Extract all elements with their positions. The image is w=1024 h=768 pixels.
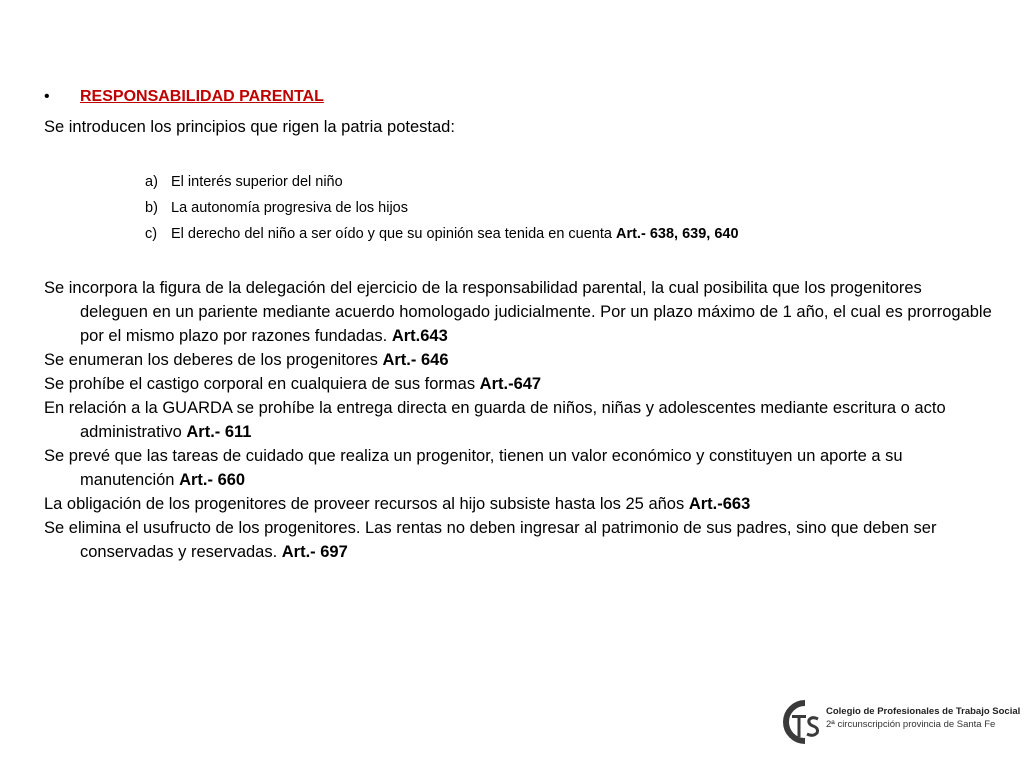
body-paragraphs — [44, 276, 994, 564]
logo-text — [826, 705, 1020, 731]
principle-item — [145, 198, 965, 224]
paragraph-text: En relación a la GUARDA se prohíbe la entrega directa en guarda de niños, niñas y adolescentes mediante escritura o acto administrativo — [44, 399, 946, 441]
article-ref: Art.- 638, 639, 640 — [615, 226, 739, 242]
article-ref: Art.- 611 — [186, 423, 252, 441]
paragraph-text: Se enumeran los deberes de los progenitores — [44, 351, 383, 369]
article-ref: Art.-647 — [479, 375, 542, 393]
principle-item — [145, 224, 965, 250]
section-title: RESPONSABILIDAD PARENTAL — [80, 88, 324, 105]
list-marker: b) — [145, 200, 158, 216]
bullet: • — [44, 88, 50, 105]
intro-text: Se introducen los principios que rigen la patria potestad: — [44, 118, 455, 136]
paragraph — [44, 372, 994, 396]
paragraph — [44, 444, 994, 492]
principle-item — [145, 172, 965, 198]
paragraph-text: Se prevé que las tareas de cuidado que realiza un progenitor, tienen un valor económico y constituyen un aporte a su manutención — [44, 447, 903, 489]
article-ref: Art.- 697 — [281, 543, 348, 561]
logo-line-1: Colegio de Profesionales de Trabajo Social — [826, 706, 1021, 717]
paragraph — [44, 516, 994, 564]
list-marker: a) — [145, 174, 158, 190]
article-ref: Art.- 646 — [382, 351, 449, 369]
principle-text: La autonomía progresiva de los hijos — [171, 200, 408, 216]
paragraph-text: Se elimina el usufructo de los progenitores. Las rentas no deben ingresar al patrimonio de sus padres, sino que deben ser conservadas y reservadas. — [44, 519, 937, 561]
principle-text: El derecho del niño a ser oído y que su opinión sea tenida en cuenta — [171, 226, 616, 242]
college-logo — [778, 697, 1023, 747]
article-ref: Art.- 660 — [179, 471, 246, 489]
paragraph — [44, 276, 994, 348]
list-marker: c) — [145, 226, 158, 242]
paragraph — [44, 396, 994, 444]
article-ref: Art.-663 — [688, 495, 751, 513]
article-ref: Art.643 — [391, 327, 448, 345]
logo-t-stem — [798, 715, 801, 737]
logo-line-2: 2ª circunscripción provincia de Santa Fe — [826, 719, 996, 730]
paragraph-text: Se prohíbe el castigo corporal en cualquiera de sus formas — [44, 375, 480, 393]
section-heading — [44, 86, 324, 108]
logo-s-shape — [807, 718, 818, 736]
paragraph-text: La obligación de los progenitores de proveer recursos al hijo subsiste hasta los 25 años — [44, 495, 689, 513]
paragraph-text: Se incorpora la figura de la delegación del ejercicio de la responsabilidad parental, la cual posibilita que los progenitores deleguen en un pariente mediante acuerdo homologado judicialmente. Por un plazo máximo de 1 año, el cual es prorrogable por el mismo plazo por razones fundadas. — [44, 279, 992, 345]
principles-list — [145, 172, 965, 250]
logo-c-shape — [786, 703, 805, 741]
cts-logo-icon — [778, 697, 824, 747]
principle-text: El interés superior del niño — [171, 174, 343, 190]
paragraph — [44, 348, 994, 372]
paragraph — [44, 492, 994, 516]
